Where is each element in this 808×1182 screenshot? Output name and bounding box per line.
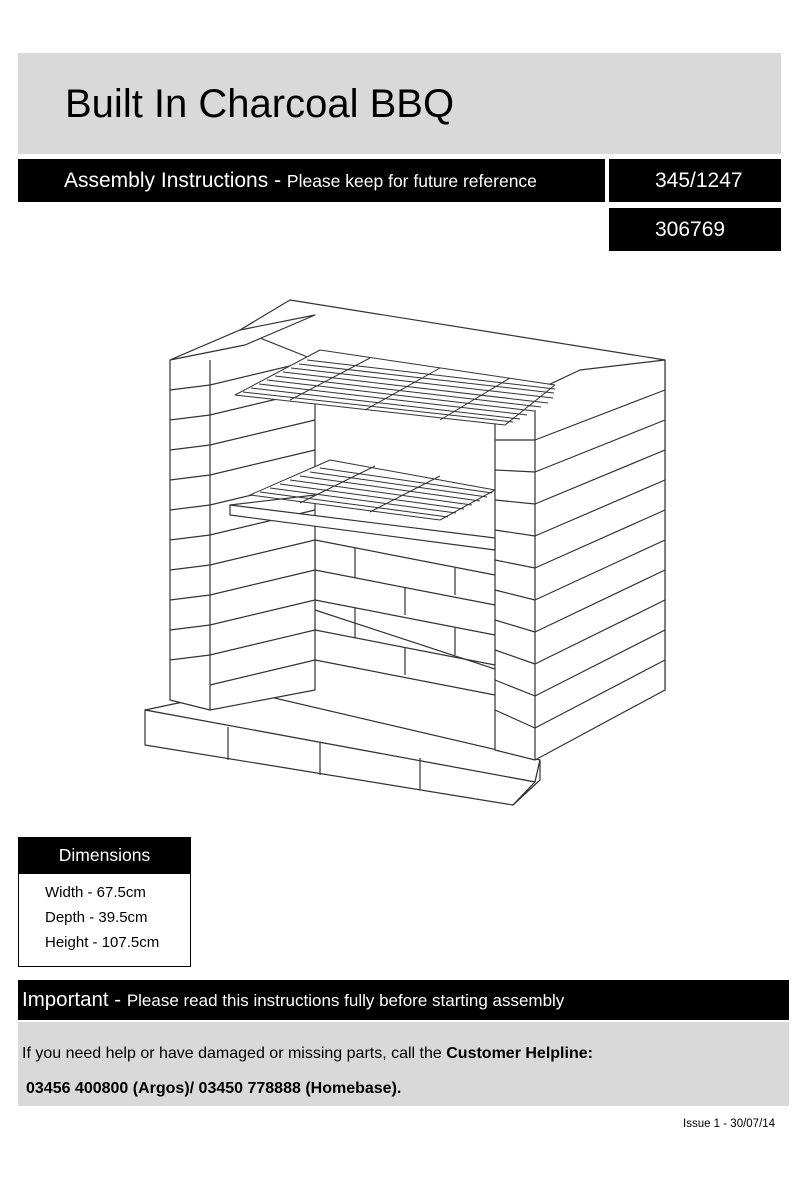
helpline-numbers: 03456 400800 (Argos)/ 03450 778888 (Homebase).: [26, 1080, 402, 1097]
dimension-width: Width - 67.5cm: [45, 884, 146, 901]
important-note: Please read this instructions fully before starting assembly: [126, 991, 565, 1010]
dimensions-heading: Dimensions: [19, 838, 190, 874]
catalogue-number-1: 345/1247: [609, 159, 781, 202]
assembly-label: Assembly Instructions -: [64, 169, 287, 192]
important-label: Important -: [22, 988, 127, 1011]
catalogue-number-2: 306769: [609, 208, 781, 251]
assembly-instructions-bar: [18, 159, 605, 202]
document-title: Built In Charcoal BBQ: [65, 82, 455, 126]
assembly-note: Please keep for future reference: [286, 171, 537, 191]
dimensions-box: [18, 837, 191, 967]
dimension-depth: Depth - 39.5cm: [45, 909, 148, 926]
helpline-label: Customer Helpline:: [446, 1045, 593, 1062]
dimension-height: Height - 107.5cm: [45, 934, 160, 951]
issue-date: Issue 1 - 30/07/14: [683, 1118, 776, 1130]
important-bar: [18, 980, 789, 1020]
helpline-text: [22, 1045, 593, 1063]
helpline-intro: If you need help or have damaged or missing parts, call the: [22, 1045, 447, 1062]
right-pillar: [495, 360, 665, 760]
bbq-illustration: [140, 290, 670, 810]
